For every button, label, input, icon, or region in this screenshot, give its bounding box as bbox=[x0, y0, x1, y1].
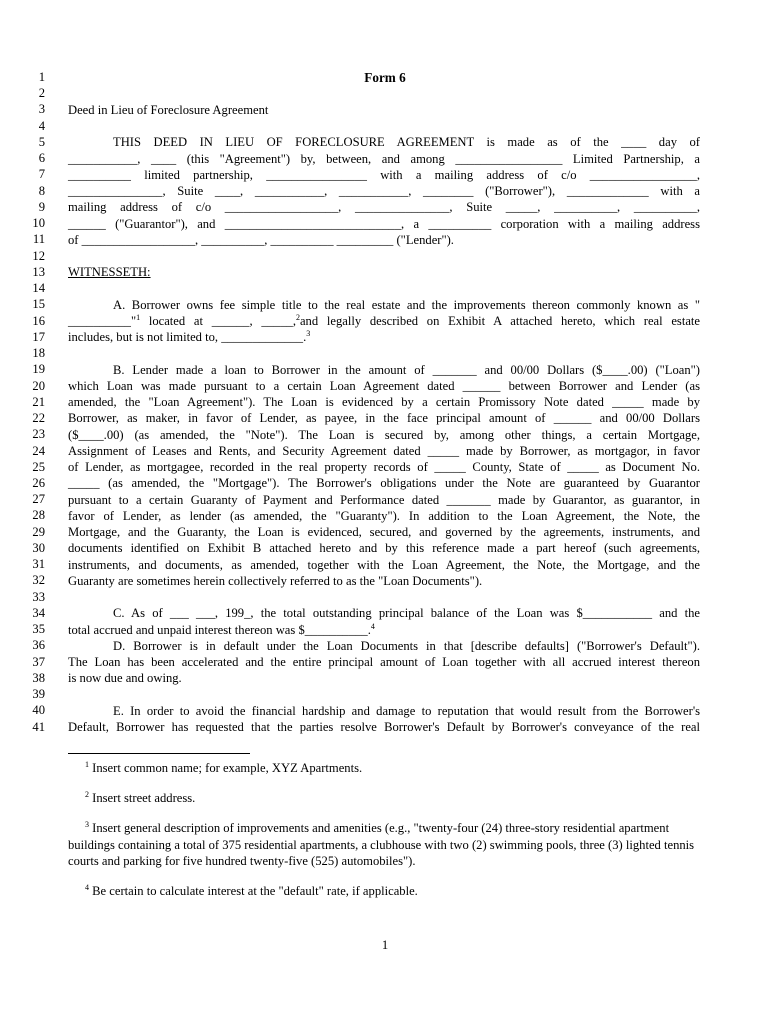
blank-line bbox=[68, 281, 700, 297]
blank-line bbox=[68, 346, 700, 362]
line-number: 32 bbox=[32, 573, 45, 588]
line-number: 38 bbox=[32, 670, 45, 685]
line-number: 8 bbox=[38, 183, 45, 198]
line-number: 14 bbox=[32, 281, 45, 296]
blank-line bbox=[68, 589, 700, 605]
recital-b-line: Mortgage, and the Guaranty, the Loan is evidenced, secured, and governed by the agreements, instruments, and bbox=[68, 525, 700, 540]
line-number: 29 bbox=[32, 524, 45, 539]
line-number: 5 bbox=[38, 134, 45, 149]
line-number: 30 bbox=[32, 540, 45, 555]
recital-b-line: documents identified on Exhibit B attached hereto and by this reference made a part hereof (such agreements, bbox=[68, 541, 700, 556]
footnote: $^4$ Be certain to calculate interest at the "default" rate, if applicable. bbox=[85, 883, 418, 899]
line-number: 13 bbox=[32, 264, 45, 279]
recital-a-line: __________"$^1$ located at ______, _____,$^2$and legally described on Exhibit A attached hereto, which real estate bbox=[68, 313, 701, 329]
line-number: 10 bbox=[32, 216, 45, 231]
line-number: 28 bbox=[32, 508, 45, 523]
footnotes bbox=[68, 760, 700, 913]
line-number: 37 bbox=[32, 654, 45, 669]
line-number: 39 bbox=[32, 687, 45, 702]
recital-b-line: pursuant to a certain Guaranty of Payment and Performance dated _______ made by Guarantor, as guarantor, in bbox=[68, 492, 700, 507]
line-number: 27 bbox=[32, 492, 45, 507]
line-number: 6 bbox=[38, 151, 45, 166]
recital-c-line: C. As of ___ ___, 199_, the total outstanding principal balance of the Loan was $___________ and the bbox=[113, 606, 700, 621]
recital-b-line: _____ (as amended, the "Mortgage"). The Borrower's obligations under the Note are guaranteed by Guarantor bbox=[68, 476, 700, 491]
form-title: Form 6 bbox=[364, 70, 406, 85]
intro-line: _______________, Suite ____, ___________, ___________, ________ ("Borrower"), _____________ with a bbox=[68, 184, 700, 199]
recital-e-line: E. In order to avoid the financial hardship and damage to reputation that would result from the Borrower's bbox=[113, 703, 700, 718]
recital-b-line: B. Lender made a loan to Borrower in the amount of _______ and 00/00 Dollars ($____.00) ("Loan") bbox=[113, 362, 700, 377]
line-number: 19 bbox=[32, 362, 45, 377]
document-heading: Deed in Lieu of Foreclosure Agreement bbox=[68, 103, 269, 117]
footnote: $^2$ Insert street address. bbox=[85, 790, 196, 806]
blank-line bbox=[68, 248, 700, 264]
agreement-body bbox=[68, 102, 700, 735]
intro-line: ______ ("Guarantor"), and ____________________________, a __________ corporation with a mailing address bbox=[68, 216, 700, 231]
line-number: 4 bbox=[38, 118, 45, 133]
recital-a-line: A. Borrower owns fee simple title to the real estate and the improvements thereon commonly known as " bbox=[113, 297, 700, 312]
recital-c-line: total accrued and unpaid interest thereon was $__________.$^4$ bbox=[68, 621, 375, 637]
line-number: 25 bbox=[32, 459, 45, 474]
intro-line: __________ limited partnership, ________________ with a mailing address of c/o _________________, bbox=[68, 167, 700, 182]
footnote-ref: 4 bbox=[370, 621, 375, 631]
line-number: 40 bbox=[32, 703, 45, 718]
line-number: 15 bbox=[32, 297, 45, 312]
witnesseth-heading: WITNESSETH: bbox=[68, 265, 151, 280]
line-number: 7 bbox=[38, 167, 45, 182]
recital-b-line: Assignment of Leases and Rents, and Security Agreement dated _____ made by Borrower, as mortgagor, in favor bbox=[68, 443, 700, 458]
recital-b-line: which Loan was made pursuant to a certain Loan Agreement dated ______ between Borrower and Lender (as bbox=[68, 378, 700, 393]
blank-line bbox=[68, 118, 700, 134]
line-number: 41 bbox=[32, 719, 45, 734]
footnote-ref: 2 bbox=[295, 313, 300, 323]
recital-d-line: D. Borrower is in default under the Loan Documents in that [describe defaults] ("Borrower's Default"). bbox=[113, 638, 700, 653]
recital-d-line: is now due and owing. bbox=[68, 671, 182, 686]
line-number: 12 bbox=[32, 248, 45, 263]
footnote-ref: 1 bbox=[136, 313, 141, 323]
footnote-separator bbox=[68, 753, 250, 754]
line-number: 21 bbox=[32, 394, 45, 409]
intro-line: mailing address of c/o __________________, _______________, Suite _____, __________, __________, bbox=[68, 200, 700, 215]
line-number: 33 bbox=[32, 589, 45, 604]
footnote: $^1$ Insert common name; for example, XYZ Apartments. bbox=[85, 760, 363, 775]
line-number: 11 bbox=[32, 232, 45, 247]
intro-line: of __________________, __________, __________ _________ ("Lender"). bbox=[68, 232, 454, 247]
line-number: 9 bbox=[38, 199, 45, 214]
recital-b-line: of Lender, as mortgagee, recorded in the real property records of _____ County, State of _____ as Document No. bbox=[68, 460, 700, 475]
footnote: $^3$ Insert general description of improvements and amenities (e.g., "twenty-four (24) three-story residential apartment buildings containing a total of 375 residential apartments, a clubhouse with two (2) swimming pools, three (3) lighted tennis courts and parking for five hundred twenty-five (525) automobiles"). bbox=[68, 820, 695, 868]
line-number: 35 bbox=[32, 622, 45, 637]
line-number: 36 bbox=[32, 638, 45, 653]
recital-b-line: instruments, and documents, as amended, together with the Loan Agreement, the Note, the Mortgage, and the bbox=[68, 557, 700, 572]
recital-a-line: includes, but is not limited to, _____________.$^3$ bbox=[68, 329, 311, 345]
line-number: 2 bbox=[38, 86, 45, 101]
recital-b-line: Borrower, as maker, in favor of Lender, as payee, in the face principal amount of ______ and 00/00 Dollars bbox=[68, 411, 700, 426]
line-number: 20 bbox=[32, 378, 45, 393]
recital-e-line: Default, Borrower has requested that the parties resolve Borrower's Default by Borrower's conveyance of the real bbox=[68, 719, 700, 734]
footnote-ref: 3 bbox=[306, 329, 311, 339]
line-number: 1 bbox=[38, 70, 45, 84]
line-number: 18 bbox=[32, 346, 45, 361]
recital-b-line: ($____.00) (as amended, the "Note"). The Loan is secured by, among other things, a certain Mortgage, bbox=[68, 427, 700, 442]
page-number: 1 bbox=[381, 938, 389, 952]
recital-b-line: amended, the "Loan Agreement"). The Loan is evidenced by a certain Promissory Note dated _____ made by bbox=[68, 395, 700, 410]
line-number: 16 bbox=[32, 313, 45, 328]
line-number: 23 bbox=[32, 427, 45, 442]
intro-line: THIS DEED IN LIEU OF FORECLOSURE AGREEMENT is made as of the ____ day of bbox=[113, 135, 700, 150]
blank-line bbox=[68, 686, 700, 702]
line-number: 26 bbox=[32, 476, 45, 490]
line-number: 24 bbox=[32, 443, 45, 458]
line-number: 3 bbox=[38, 102, 45, 117]
intro-line: ___________, ____ (this "Agreement") by, between, and among _________________ Limited Partnership, a bbox=[68, 151, 700, 166]
line-number: 31 bbox=[32, 557, 45, 572]
line-number: 22 bbox=[32, 411, 45, 426]
recital-b-line: favor of Lender, as lender (as amended, the "Guaranty"). In addition to the Loan Agreement, the Note, the bbox=[68, 508, 700, 523]
recital-d-line: The Loan has been accelerated and the entire principal amount of Loan together with all accrued interest thereon bbox=[68, 654, 700, 669]
recital-b-line: Guaranty are sometimes herein collectively referred to as the "Loan Documents"). bbox=[68, 573, 483, 588]
line-number: 17 bbox=[32, 329, 45, 344]
line-number: 34 bbox=[32, 605, 45, 620]
